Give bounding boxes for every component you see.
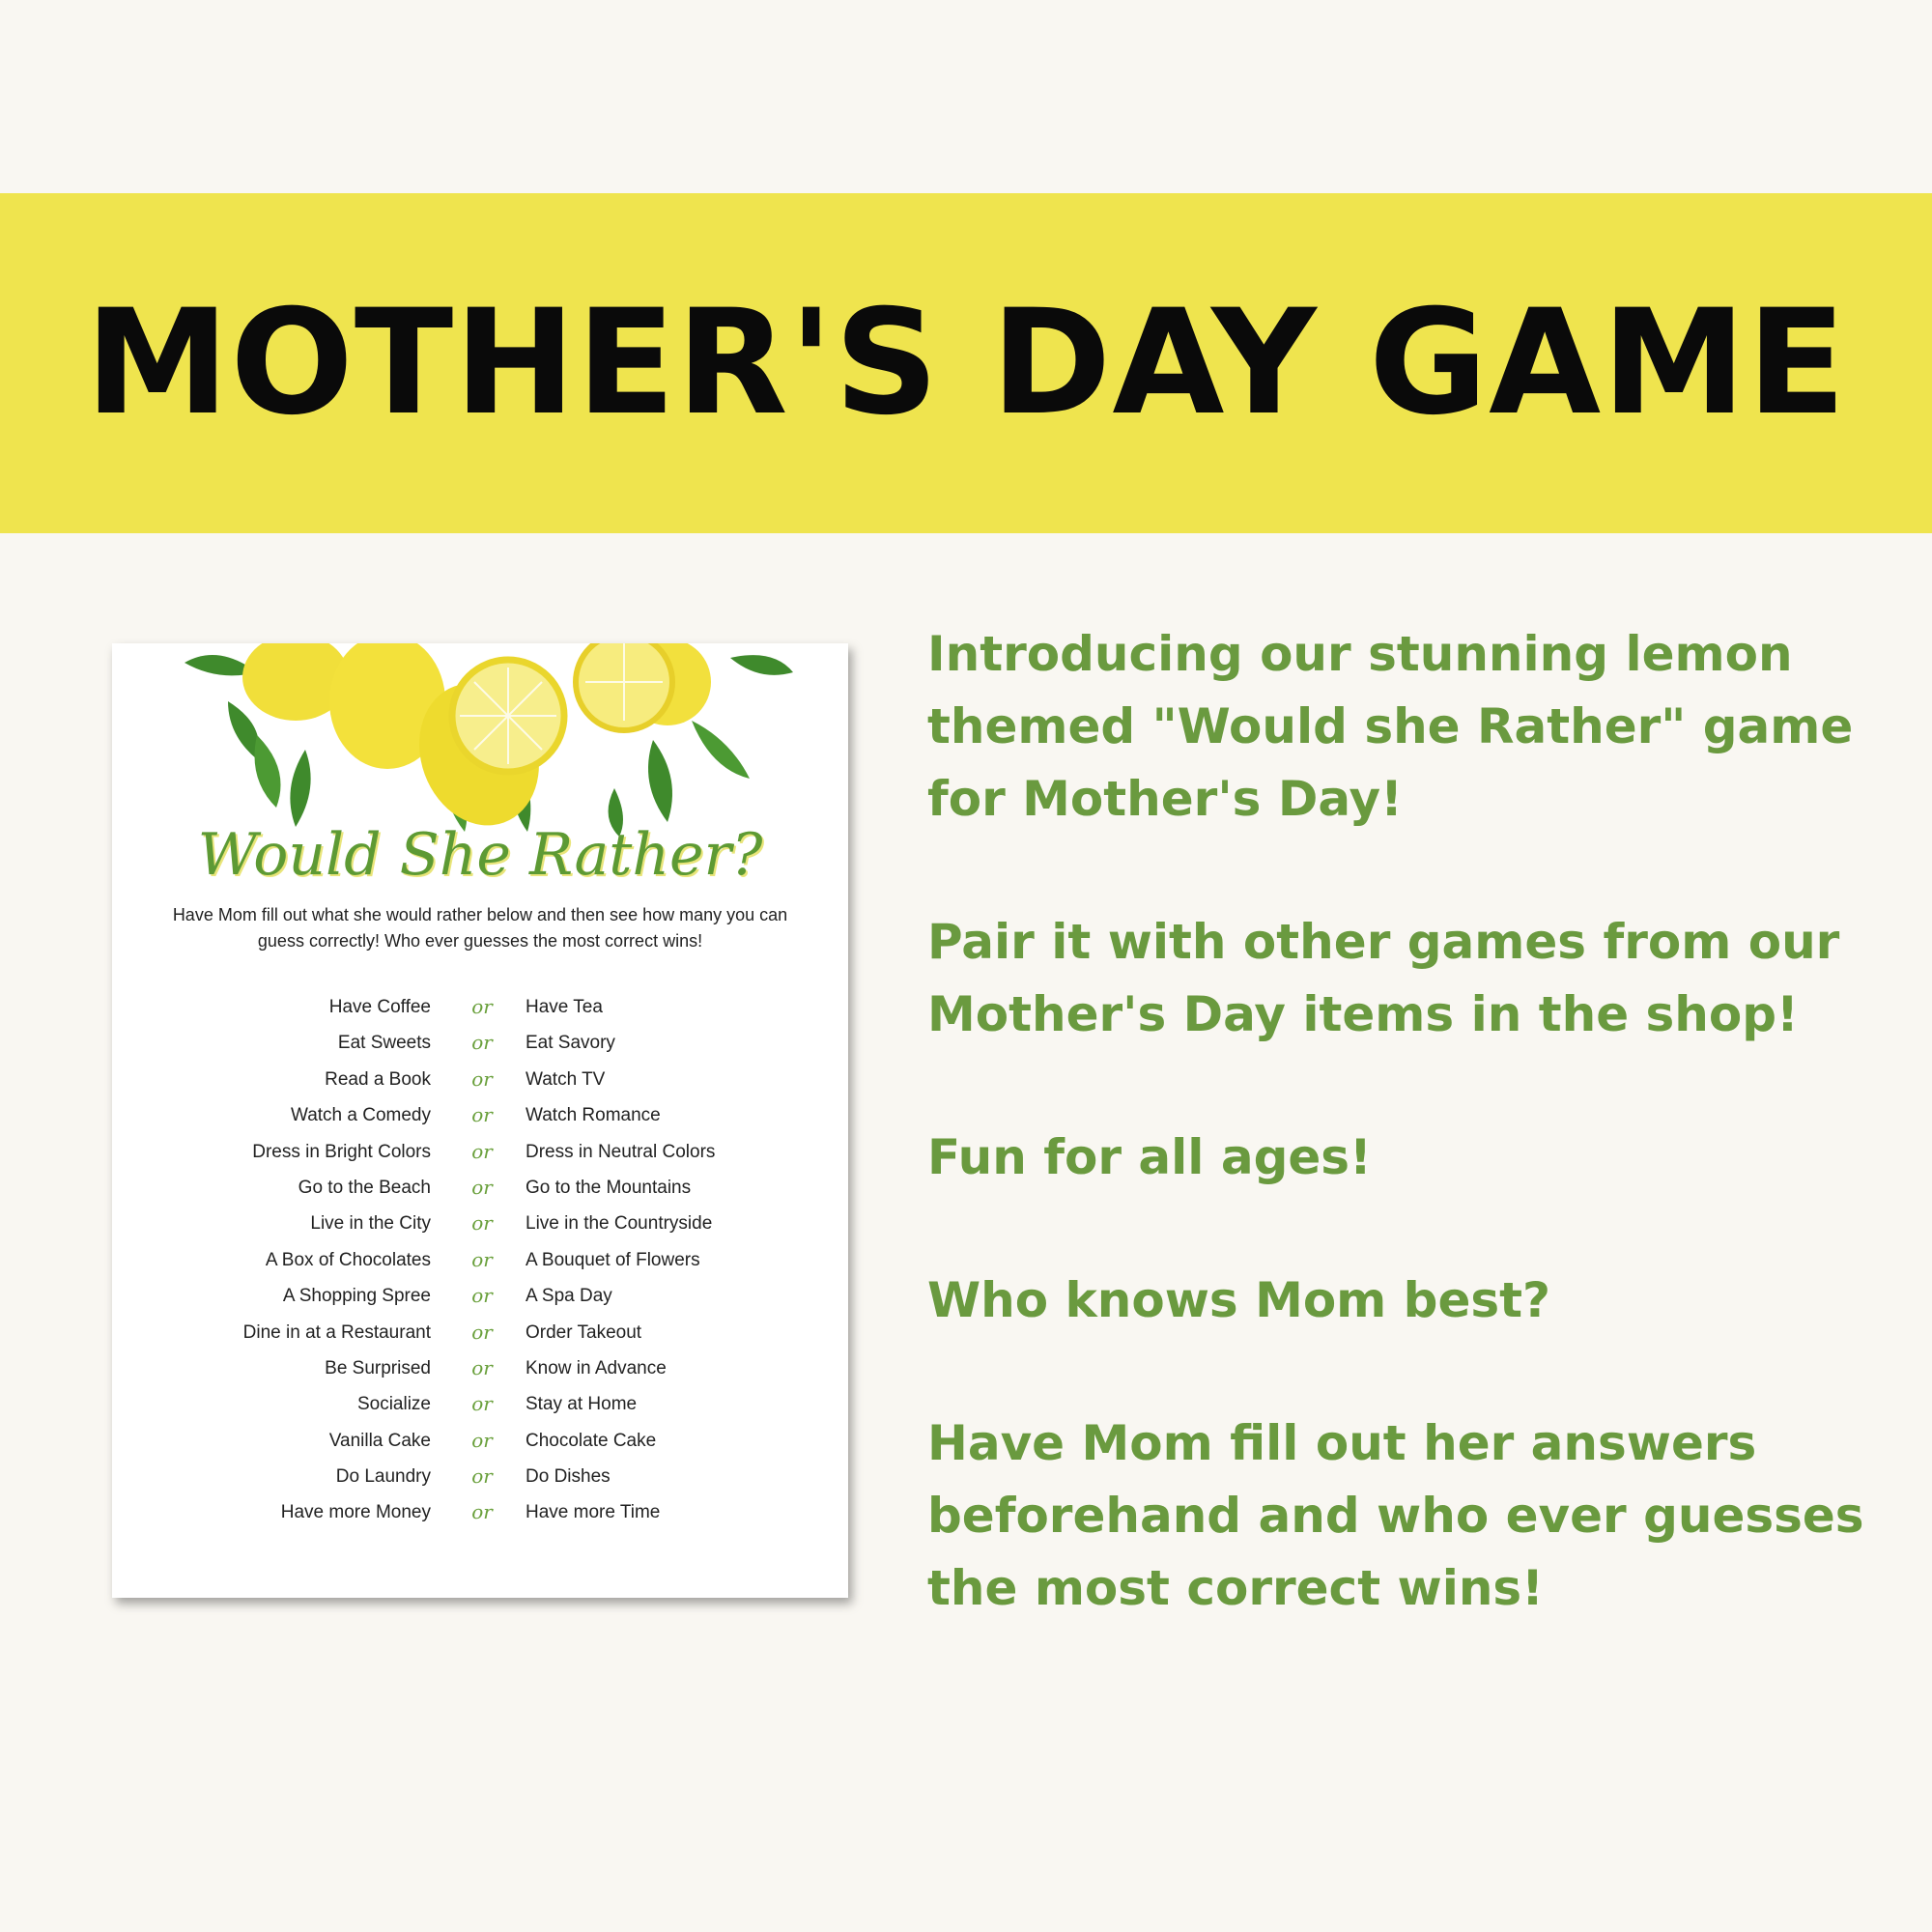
- option-right: Know in Advance: [526, 1357, 667, 1378]
- option-row: [112, 1244, 848, 1280]
- option-left: Watch a Comedy: [290, 1105, 431, 1126]
- description-paragraph: [927, 906, 1903, 1051]
- option-right: Eat Savory: [526, 1033, 615, 1054]
- option-left: Have more Money: [280, 1502, 431, 1523]
- option-right: Dress in Neutral Colors: [526, 1141, 716, 1162]
- option-row: [112, 1461, 848, 1496]
- description-text: [927, 618, 1903, 1625]
- option-right: A Spa Day: [526, 1286, 612, 1307]
- option-right: Stay at Home: [526, 1394, 638, 1415]
- option-right: Have more Time: [526, 1502, 661, 1523]
- page-title: MOTHER'S DAY GAME: [85, 279, 1847, 447]
- title-banner: [0, 193, 1932, 533]
- description-paragraph: [927, 1264, 1903, 1337]
- description-line: Fun for all ages!: [927, 1129, 1372, 1185]
- option-separator: or: [471, 1066, 493, 1091]
- option-row: [112, 991, 848, 1027]
- options-list: [112, 991, 848, 1533]
- option-left: Live in the City: [310, 1213, 431, 1235]
- option-left: Eat Sweets: [337, 1033, 431, 1054]
- option-row: [112, 1496, 848, 1532]
- description-line: Have Mom fill out her answers: [927, 1415, 1757, 1471]
- option-row: [112, 1208, 848, 1243]
- option-separator: or: [471, 1211, 493, 1236]
- option-separator: or: [471, 1031, 493, 1055]
- description-line: Introducing our stunning lemon: [927, 626, 1793, 682]
- option-left: Read a Book: [325, 1068, 431, 1090]
- description-paragraph: [927, 1122, 1903, 1194]
- lemon-illustration: [112, 643, 848, 837]
- option-left: Socialize: [356, 1394, 431, 1415]
- option-separator: or: [471, 1355, 493, 1379]
- leaf-4: [290, 750, 310, 827]
- option-separator: or: [471, 1247, 493, 1271]
- option-row: [112, 1064, 848, 1099]
- option-right: Have Tea: [526, 997, 603, 1017]
- leaf-5: [648, 740, 672, 822]
- option-row: [112, 1027, 848, 1063]
- game-card-preview: [112, 643, 848, 1598]
- option-left: Dress in Bright Colors: [252, 1141, 431, 1162]
- option-separator: or: [471, 1103, 493, 1127]
- option-row: [112, 1172, 848, 1208]
- option-right: Do Dishes: [526, 1466, 611, 1488]
- description-line: Who knows Mom best?: [927, 1272, 1551, 1328]
- description-line: for Mother's Day!: [927, 771, 1403, 827]
- leaf-6: [692, 721, 750, 779]
- option-left: Have Coffee: [328, 997, 431, 1017]
- option-separator: or: [471, 1284, 493, 1308]
- option-separator: or: [471, 1464, 493, 1489]
- option-separator: or: [471, 995, 493, 1018]
- option-row: [112, 1388, 848, 1424]
- option-right: Live in the Countryside: [526, 1213, 713, 1235]
- option-left: Go to the Beach: [298, 1177, 431, 1198]
- option-row: [112, 1099, 848, 1135]
- leaf-3: [255, 735, 281, 808]
- card-title: Would She Rather?: [197, 821, 763, 889]
- description-paragraph: [927, 618, 1903, 836]
- description-paragraph: [927, 1407, 1903, 1625]
- description-line: beforehand and who ever guesses: [927, 1488, 1864, 1544]
- description-line: the most correct wins!: [927, 1560, 1544, 1616]
- option-left: A Shopping Spree: [282, 1286, 431, 1307]
- option-right: Watch TV: [526, 1068, 606, 1090]
- option-left: A Box of Chocolates: [265, 1249, 431, 1270]
- option-row: [112, 1352, 848, 1388]
- description-line: Mother's Day items in the shop!: [927, 986, 1799, 1042]
- option-right: Watch Romance: [526, 1105, 661, 1126]
- option-right: Go to the Mountains: [526, 1177, 692, 1198]
- leaf-2: [228, 701, 259, 759]
- card-instructions: Have Mom fill out what she would rather below and then see how many you can guess correctly! Who ever guesses the most correct wins!: [172, 905, 788, 951]
- option-separator: or: [471, 1139, 493, 1163]
- option-separator: or: [471, 1392, 493, 1416]
- option-separator: or: [471, 1428, 493, 1452]
- option-row: [112, 1280, 848, 1316]
- option-right: Order Takeout: [526, 1321, 642, 1343]
- option-separator: or: [471, 1320, 493, 1344]
- option-left: Dine in at a Restaurant: [242, 1321, 431, 1343]
- option-left: Do Laundry: [335, 1466, 431, 1488]
- option-separator: or: [471, 1175, 493, 1199]
- option-left: Vanilla Cake: [328, 1430, 431, 1451]
- option-right: Chocolate Cake: [526, 1430, 657, 1451]
- option-row: [112, 1425, 848, 1461]
- description-line: themed "Would she Rather" game: [927, 698, 1854, 754]
- leaf-7: [730, 655, 793, 675]
- option-row: [112, 1317, 848, 1352]
- option-right: A Bouquet of Flowers: [526, 1249, 700, 1270]
- option-row: [112, 1136, 848, 1172]
- option-left: Be Surprised: [325, 1357, 431, 1378]
- description-line: Pair it with other games from our: [927, 914, 1840, 970]
- option-separator: or: [471, 1500, 493, 1524]
